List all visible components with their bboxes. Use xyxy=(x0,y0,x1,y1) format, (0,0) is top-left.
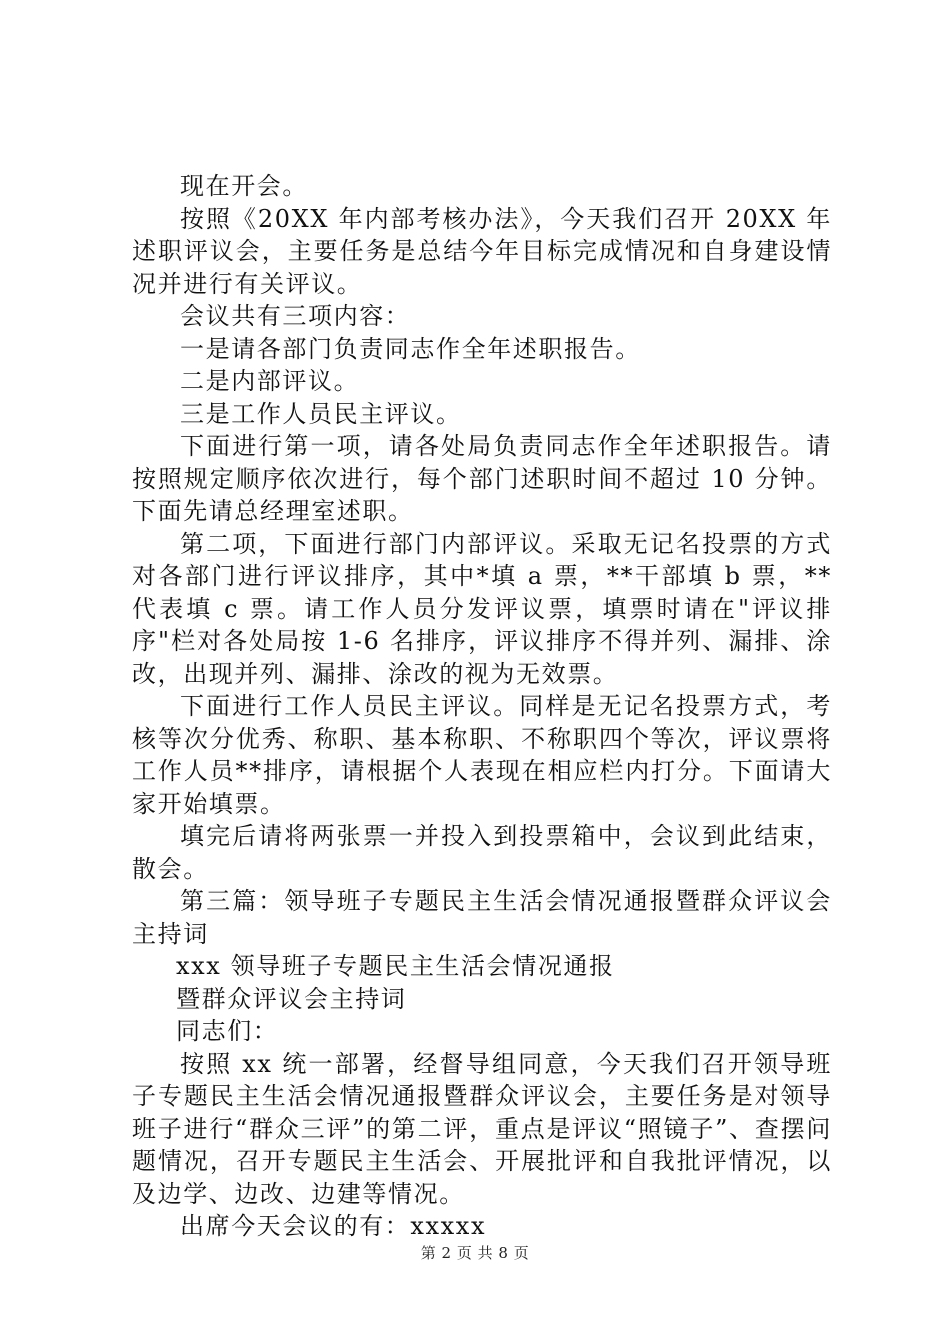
paragraph-item-two: 第二项，下面进行部门内部评议。采取无记名投票的方式对各部门进行评议排序，其中*填 a 票，**干部填 b 票，**代表填 c 票。请工作人员分发评议票，填票时请在"评议排序"栏对各处局按 1-6 名排序，评议排序不得并列、漏排、涂改，出现并列、漏排、涂改的视为无效票。 xyxy=(132,529,832,688)
paragraph-agenda-heading: 会议共有三项内容： xyxy=(180,302,411,330)
agenda-item-3: 三是工作人员民主评议。 xyxy=(180,399,462,428)
paragraph-item-three: 下面进行工作人员民主评议。同样是无记名投票方式，考核等次分优秀、称职、基本称职、不称职四个等次，评议票将工作人员**排序，请根据个人表现在相应栏内打分。下面请大家开始填票。 xyxy=(132,692,832,818)
paragraph-closing: 填完后请将两张票一并投入到投票箱中，会议到此结束，散会。 xyxy=(132,822,832,883)
page-footer: 第 2 页 共 8 页 xyxy=(420,1244,530,1262)
paragraph-attendees: 出席今天会议的有：xxxxx xyxy=(180,1212,487,1240)
paragraph-item-one: 下面进行第一项，请各处局负责同志作全年述职报告。请按照规定顺序依次进行，每个部门述职时间不超过 10 分钟。下面先请总经理室述职。 xyxy=(132,432,832,525)
speech-title-line-1: xxx 领导班子专题民主生活会情况通报 xyxy=(176,952,615,980)
document-body xyxy=(132,170,832,1243)
salutation: 同志们： xyxy=(176,1017,279,1045)
section-title: 第三篇：领导班子专题民主生活会情况通报暨群众评议会主持词 xyxy=(132,887,832,948)
paragraph-speech-body: 按照 xx 统一部署，经督导组同意，今天我们召开领导班子专题民主生活会情况通报暨群众评议会，主要任务是对领导班子进行“群众三评”的第二评，重点是评议“照镜子”、查摆问题情况，召开专题民主生活会、开展批评和自我批评情况，以及边学、边改、边建等情况。 xyxy=(132,1049,832,1208)
paragraph-intro: 按照《20XX 年内部考核办法》，今天我们召开 20XX 年述职评议会，主要任务是总结今年目标完成情况和自身建设情况并进行有关评议。 xyxy=(132,204,832,298)
agenda-item-1: 一是请各部门负责同志作全年述职报告。 xyxy=(180,334,641,363)
paragraph-opening: 现在开会。 xyxy=(180,172,308,200)
agenda-item-2: 二是内部评议。 xyxy=(180,367,360,395)
speech-title-line-2: 暨群众评议会主持词 xyxy=(176,984,407,1013)
